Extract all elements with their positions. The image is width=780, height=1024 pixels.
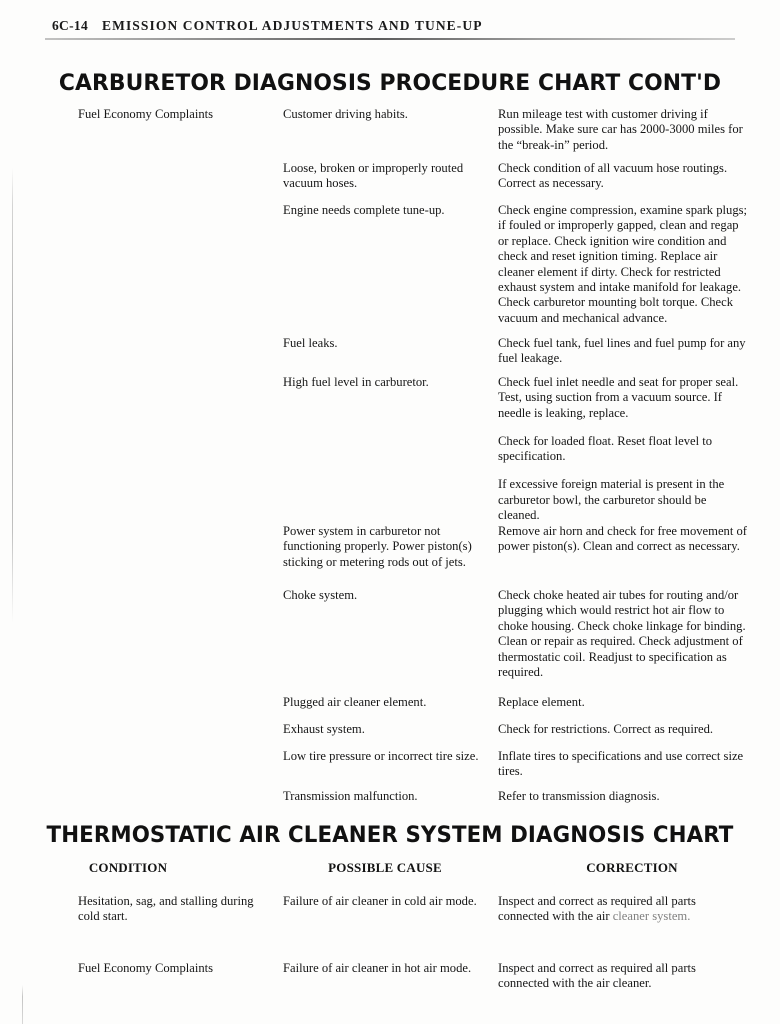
chart-1-row-7-correction: Check choke heated air tubes for routing and/or plugging which would restrict hot air flow to choke housing. Check choke linkage for binding. Clean or repair as required. Check adjustment of thermostatic coil. Readjust to specification as required. [498,588,746,680]
chart-2-header-condition: CONDITION [88,860,168,875]
chart-1-row-9-correction: Check for restrictions. Correct as required. [498,722,714,736]
chart-2-header-possible-cause: POSSIBLE CAUSE [328,860,442,875]
chart-1-row-1-cause: Customer driving habits. [283,107,408,121]
chart-1-row-11-correction: Refer to transmission diagnosis. [498,789,660,803]
chart-2-row-1-condition: Hesitation, sag, and stalling during cold start. [78,894,254,924]
chart-1-row-8-correction: Replace element. [498,695,585,709]
chart-2-row-1-correction-faded: cleaner system. [612,909,691,924]
chart-1-row-7-cause: Choke system. [283,588,358,602]
chart-2-header-correction: CORRECTION [586,860,678,875]
chart-1-row-8-cause: Plugged air cleaner element. [283,695,427,709]
chart-1-row-4-correction: Check fuel tank, fuel lines and fuel pump for any fuel leakage. [498,336,746,366]
chart-1-row-9-cause: Exhaust system. [283,722,365,736]
running-head [52,18,483,34]
chart-1-row-6-cause: Power system in carburetor not functioning properly. Power piston(s) sticking or metering rods out of jets. [283,524,472,569]
scan-artifact-line-left [12,168,13,623]
chart-2-row-1-correction-main: Inspect and correct as required all parts connected with the air [498,894,696,924]
chart-1-row-5-correction-para-2: Check for loaded float. Reset float level to specification. [498,433,713,464]
chart-1-row-3-correction: Check engine compression, examine spark plugs; if fouled or improperly gapped, clean and regap or replace. Check ignition wire condition and check and reset ignition timing. Replace air cleaner element if dirty. Check for restricted exhaust system and intake manifold for leakage. Check carburetor mounting bolt torque. Check vacuum and mechanical advance. [498,203,748,325]
chart-1-title: CARBURETOR DIAGNOSIS PROCEDURE CHART CONT'D [58,70,722,96]
chart-1-row-2-correction: Check condition of all vacuum hose routings. Correct as necessary. [498,161,728,191]
chart-1-row-10-cause: Low tire pressure or incorrect tire size. [283,749,479,763]
chart-2-row-2-correction-main: Inspect and correct as required all parts connected with the air [498,961,696,991]
chart-2-row-1-correction [498,894,748,925]
running-head-title: EMISSION CONTROL ADJUSTMENTS AND TUNE-UP [102,18,483,33]
chart-1-row-6-correction: Remove air horn and check for free movement of power piston(s). Clean and correct as necessary. [498,524,747,554]
chart-2-title: THERMOSTATIC AIR CLEANER SYSTEM DIAGNOSIS CHART [46,823,734,848]
chart-1-row-1-condition: Fuel Economy Complaints [78,107,214,121]
chart-1-row-3-cause: Engine needs complete tune-up. [283,203,445,217]
chart-2-row-2-correction-tail: cleaner. [612,976,652,991]
chart-2-row-2-condition: Fuel Economy Complaints [78,961,214,975]
chart-1-row-5-correction [498,375,748,523]
chart-2-row-1-cause: Failure of air cleaner in cold air mode. [283,894,477,908]
chart-1-row-10-correction: Inflate tires to specifications and use correct size tires. [498,749,744,779]
chart-2-row-2-correction [498,961,748,992]
chart-1-row-5-correction-para-1: Check fuel inlet needle and seat for proper seal. Test, using suction from a vacuum source. If needle is leaking, replace. [498,375,739,420]
chart-1-row-11-cause: Transmission malfunction. [283,789,418,803]
chart-1-row-2-cause: Loose, broken or improperly routed vacuum hoses. [283,161,464,191]
header-rule [45,38,735,40]
chart-1-row-1-correction: Run mileage test with customer driving if possible. Make sure car has 2000-3000 miles for the “break-in” period. [498,107,743,152]
chart-1-row-5-cause: High fuel level in carburetor. [283,375,429,389]
chart-2-row-2-cause: Failure of air cleaner in hot air mode. [283,961,472,975]
chart-1-row-4-cause: Fuel leaks. [283,336,338,350]
scan-artifact-line-bottom [22,985,23,1024]
page-folio: 6C-14 [52,18,88,33]
chart-1-row-5-correction-para-3: If excessive foreign material is present in the carburetor bowl, the carburetor should be cleaned. [498,477,725,523]
